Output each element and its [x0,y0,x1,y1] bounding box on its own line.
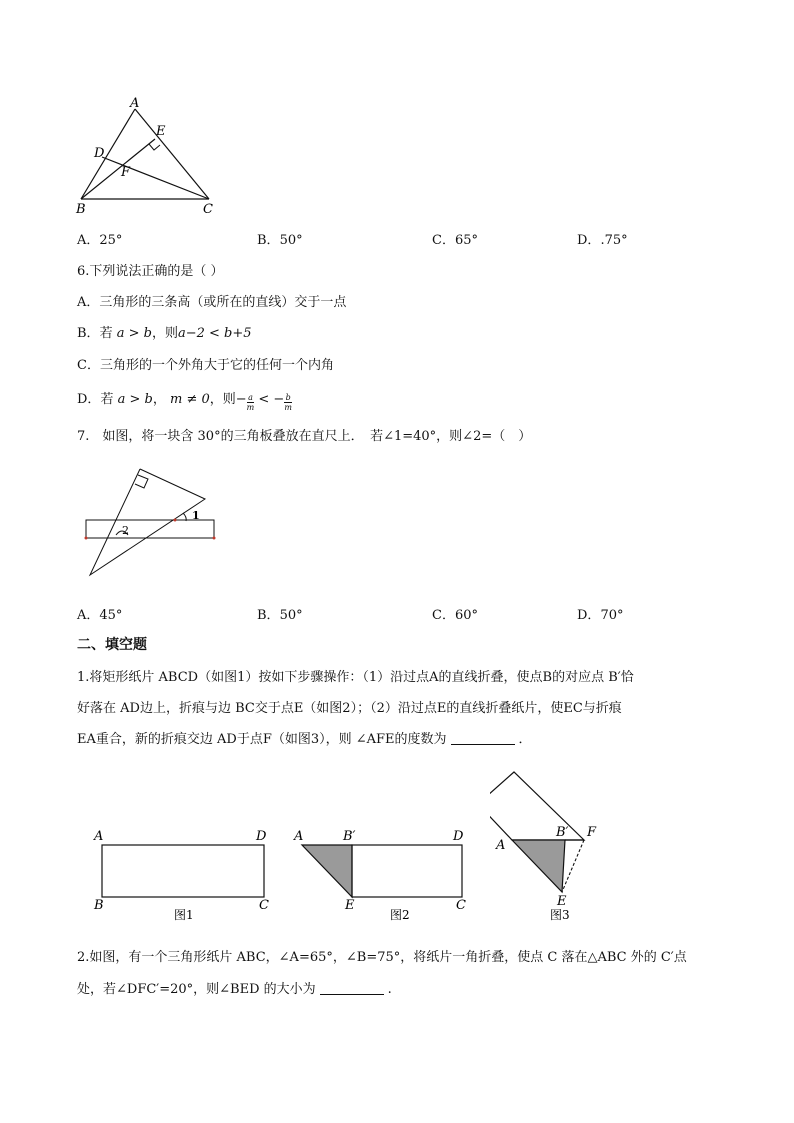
label-b: B [76,202,86,217]
angle-2-label: 2 [122,524,129,537]
fig1-label-c: C [259,898,269,913]
fold-figure-2 [290,825,480,925]
section-title: 二、填空题 [77,637,147,653]
fig2-caption: 图2 [390,908,410,922]
fig2-label-c: C [456,898,466,913]
segment-be [81,139,155,199]
fig3-label-bp: B′ [556,825,569,840]
f1-line2: 好落在 AD边上，折痕与边 BC交于点E（如图2）；（2）沿过点E的直线折叠纸片，使EC与折痕 [77,701,622,716]
fig2-label-e: E [345,898,355,913]
fig1-label-a: A [94,829,104,844]
q7-option-d: D．70° [577,608,624,623]
q6-option-c: C．三角形的一个外角大于它的任何一个内角 [77,358,334,373]
q5-option-a: A．25° [77,233,123,248]
fig2-label-d: D [453,829,464,844]
label-e: E [156,124,166,139]
side-ab [81,109,135,199]
f2-line1: 2.如图，有一个三角形纸片 ABC，∠A=65°，∠B=75°，将纸片一角折叠，使点 C 落在△ABC 外的 C′点 [77,950,687,965]
fold-figure-3 [490,768,620,928]
q6-option-d: D．若 a > b， m ≠ 0，则− $\frac{a}{m}$ < − $\frac{b}{m}$ [77,392,292,412]
f1-line3: EA重合，新的折痕交边 AD于点F（如图3），则 ∠AFE的度数为 ． [77,732,532,747]
label-d: D [94,146,105,161]
label-f: F [121,165,131,180]
q7-stem: 7. 如图，将一块含 30°的三角板叠放在直尺上． 若∠1=40°，则∠2=（ ） [77,429,532,444]
f1-line1: 1.将矩形纸片 ABCD（如图1）按如下步骤操作：（1）沿过点A的直线折叠，使点B的对应点 B′恰 [77,670,634,685]
side-ac [135,109,209,199]
right-angle-mark [149,144,160,150]
answer-blank[interactable] [451,732,515,745]
fig3-label-a: A [496,838,506,853]
fold-figure-1 [90,825,280,925]
fig3-label-f: F [587,825,597,840]
q7-ruler-triangle-figure [80,465,220,580]
right-angle-mark [135,475,148,488]
q5-triangle-figure [70,95,230,220]
segment-dc [102,157,209,199]
q5-option-c: C．65° [432,233,478,248]
fig1-caption: 图1 [174,908,194,922]
label-c: C [203,202,213,217]
q6-stem: 6.下列说法正确的是（ ） [77,264,224,279]
f2-line2: 处，若∠DFC′=20°，则∠BED 的大小为 . [77,982,392,997]
fig3-label-e: E [557,894,567,909]
q7-option-b: B．50° [257,608,303,623]
label-a: A [130,96,140,111]
fig2-label-bp: B′ [343,829,356,844]
fig1-label-d: D [256,829,267,844]
fig3-caption: 图3 [550,908,570,922]
angle-1-label: 1 [192,509,200,522]
q6-option-a: A．三角形的三条高（或所在的直线）交于一点 [77,295,347,310]
answer-blank[interactable] [320,982,384,995]
fig1-label-b: B [94,898,104,913]
fig2-label-a: A [294,829,304,844]
set-square [90,469,205,575]
q5-option-b: B．50° [257,233,303,248]
q7-option-c: C．60° [432,608,478,623]
q6-option-b: B．若 a > b，则a−2 < b+5 [77,326,252,341]
q7-option-a: A．45° [77,608,123,623]
q5-option-d: D．.75° [577,233,628,248]
